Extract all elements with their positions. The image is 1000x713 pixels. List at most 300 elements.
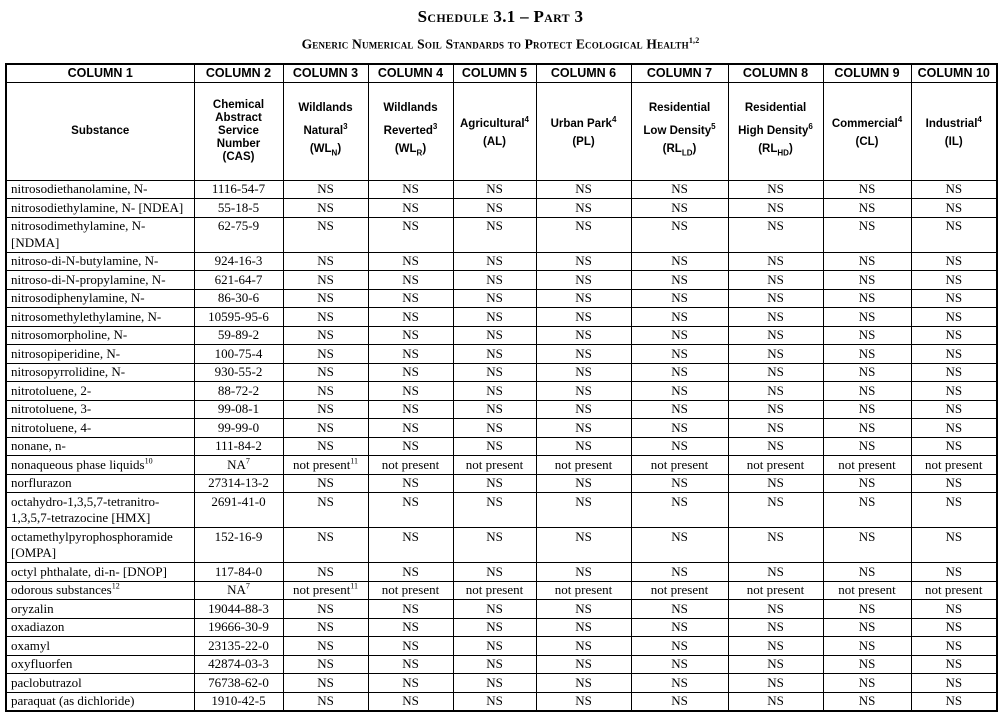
standard-value-cell: NS: [823, 474, 911, 493]
substance-cell: oryzalin: [6, 600, 194, 619]
standard-value-cell: NS: [911, 382, 997, 401]
standard-value-cell: NS: [728, 363, 823, 382]
standard-value-cell: NS: [823, 271, 911, 290]
field-header: Residential Low Density$^5$ $(RL_{LD})$: [631, 82, 728, 180]
standard-value-cell: NS: [631, 382, 728, 401]
standard-value-cell: NS: [536, 528, 631, 563]
standard-value-cell: NS: [283, 382, 368, 401]
soil-standards-table: [5, 63, 998, 713]
standard-value-cell: NS: [453, 600, 536, 619]
standard-value-cell: NS: [368, 674, 453, 693]
standard-value-cell: NS: [823, 363, 911, 382]
standard-value-cell: NS: [631, 308, 728, 327]
table-row: [6, 493, 997, 528]
standard-value-cell: not present: [631, 456, 728, 475]
standard-value-cell: NS: [536, 600, 631, 619]
cas-cell: 1910-42-5: [194, 692, 283, 711]
table-row: [6, 600, 997, 619]
standard-value-cell: NS: [536, 692, 631, 711]
standard-value-cell: NS: [631, 600, 728, 619]
standard-value-cell: NS: [368, 692, 453, 711]
substance-cell: nitrosodiphenylamine, N-: [6, 289, 194, 308]
standard-value-cell: NS: [631, 289, 728, 308]
standard-value-cell: NS: [368, 437, 453, 456]
standard-value-cell: NS: [368, 345, 453, 364]
table-body: [6, 180, 997, 711]
standard-value-cell: NS: [911, 493, 997, 528]
substance-cell: nitrosomethylethylamine, N-: [6, 308, 194, 327]
standard-value-cell: NS: [631, 252, 728, 271]
standard-value-cell: NS: [911, 217, 997, 252]
standard-value-cell: NS: [368, 252, 453, 271]
substance-cell: norflurazon: [6, 474, 194, 493]
table-row: [6, 199, 997, 218]
standard-value-cell: NS: [823, 528, 911, 563]
standard-value-cell: not present: [823, 581, 911, 600]
standard-value-cell: NS: [728, 382, 823, 401]
standard-value-cell: NS: [536, 400, 631, 419]
field-header: Substance: [6, 82, 194, 180]
substance-cell: nitrosodiethylamine, N- [NDEA]: [6, 199, 194, 218]
cas-cell: 924-16-3: [194, 252, 283, 271]
standard-value-cell: NS: [536, 493, 631, 528]
standard-value-cell: NS: [631, 437, 728, 456]
standard-value-cell: NS: [911, 474, 997, 493]
standard-value-cell: NS: [823, 180, 911, 199]
column-number-header: COLUMN 5: [453, 64, 536, 83]
substance-cell: nitrotoluene, 3-: [6, 400, 194, 419]
column-number-header: COLUMN 4: [368, 64, 453, 83]
table-row: [6, 400, 997, 419]
standard-value-cell: NS: [823, 289, 911, 308]
standard-value-cell: NS: [453, 400, 536, 419]
standard-value-cell: NS: [283, 493, 368, 528]
standard-value-cell: NS: [911, 437, 997, 456]
table-row: [6, 271, 997, 290]
standard-value-cell: NS: [631, 692, 728, 711]
standard-value-cell: NS: [453, 474, 536, 493]
standard-value-cell: NS: [283, 308, 368, 327]
substance-cell: nitrosomorpholine, N-: [6, 326, 194, 345]
cas-cell: 27314-13-2: [194, 474, 283, 493]
standard-value-cell: NS: [283, 180, 368, 199]
standard-value-cell: NS: [283, 419, 368, 438]
standard-value-cell: NS: [536, 618, 631, 637]
standard-value-cell: NS: [823, 308, 911, 327]
table-row: [6, 528, 997, 563]
column-number-header: COLUMN 7: [631, 64, 728, 83]
standard-value-cell: NS: [283, 563, 368, 582]
page-subtitle: [5, 36, 996, 53]
table-row: [6, 581, 997, 600]
table-row: [6, 655, 997, 674]
standard-value-cell: NS: [728, 419, 823, 438]
standard-value-cell: NS: [911, 528, 997, 563]
cas-cell: 86-30-6: [194, 289, 283, 308]
substance-cell: nitroso-di-N-propylamine, N-: [6, 271, 194, 290]
standard-value-cell: not present: [453, 581, 536, 600]
standard-value-cell: not present: [823, 456, 911, 475]
standard-value-cell: NS: [283, 637, 368, 656]
cas-cell: 111-84-2: [194, 437, 283, 456]
standard-value-cell: NS: [823, 674, 911, 693]
standard-value-cell: NS: [368, 400, 453, 419]
field-header: Wildlands Natural$^3$ $(WL_N)$: [283, 82, 368, 180]
standard-value-cell: NS: [631, 326, 728, 345]
standard-value-cell: NS: [536, 363, 631, 382]
standard-value-cell: NS: [823, 437, 911, 456]
standard-value-cell: NS: [823, 199, 911, 218]
standard-value-cell: NS: [728, 217, 823, 252]
standard-value-cell: NS: [453, 493, 536, 528]
standard-value-cell: NS: [631, 528, 728, 563]
substance-cell: nitrosodimethylamine, N- [NDMA]: [6, 217, 194, 252]
standard-value-cell: NS: [368, 217, 453, 252]
standard-value-cell: NS: [536, 655, 631, 674]
standard-value-cell: not present: [368, 456, 453, 475]
standard-value-cell: NS: [728, 199, 823, 218]
standard-value-cell: NS: [283, 618, 368, 637]
standard-value-cell: NS: [911, 252, 997, 271]
standard-value-cell: NS: [536, 563, 631, 582]
standard-value-cell: NS: [453, 382, 536, 401]
standard-value-cell: NS: [631, 271, 728, 290]
standard-value-cell: NS: [728, 618, 823, 637]
substance-cell: nitroso-di-N-butylamine, N-: [6, 252, 194, 271]
standard-value-cell: NS: [453, 419, 536, 438]
standard-value-cell: NS: [368, 419, 453, 438]
standard-value-cell: NS: [823, 326, 911, 345]
standard-value-cell: NS: [823, 400, 911, 419]
standard-value-cell: NS: [536, 199, 631, 218]
standard-value-cell: NS: [368, 618, 453, 637]
column-number-header: COLUMN 10: [911, 64, 997, 83]
standard-value-cell: NS: [631, 363, 728, 382]
standard-value-cell: NS: [728, 655, 823, 674]
cas-cell: 59-89-2: [194, 326, 283, 345]
table-row: [6, 326, 997, 345]
standard-value-cell: NS: [911, 199, 997, 218]
table-row: [6, 308, 997, 327]
standard-value-cell: NS: [453, 655, 536, 674]
standard-value-cell: not present$^{11}$: [283, 581, 368, 600]
field-header: Urban Park$^4$ (PL): [536, 82, 631, 180]
standard-value-cell: NS: [823, 493, 911, 528]
standard-value-cell: NS: [728, 345, 823, 364]
standard-value-cell: NS: [283, 474, 368, 493]
cas-cell: 2691-41-0: [194, 493, 283, 528]
standard-value-cell: NS: [536, 271, 631, 290]
standard-value-cell: NS: [728, 271, 823, 290]
standard-value-cell: NS: [728, 326, 823, 345]
standard-value-cell: NS: [368, 326, 453, 345]
standard-value-cell: NS: [631, 474, 728, 493]
standard-value-cell: NS: [368, 528, 453, 563]
standard-value-cell: NS: [453, 345, 536, 364]
standard-value-cell: not present: [631, 581, 728, 600]
standard-value-cell: NS: [368, 180, 453, 199]
substance-cell: nitrosopiperidine, N-: [6, 345, 194, 364]
standard-value-cell: NS: [728, 692, 823, 711]
cas-cell: 42874-03-3: [194, 655, 283, 674]
field-header: Residential High Density$^6$ $(RL_{HD})$: [728, 82, 823, 180]
standard-value-cell: NS: [536, 474, 631, 493]
column-number-header: COLUMN 8: [728, 64, 823, 83]
standard-value-cell: NS: [283, 363, 368, 382]
standard-value-cell: NS: [536, 180, 631, 199]
field-header: Agricultural$^4$ (AL): [453, 82, 536, 180]
standard-value-cell: NS: [631, 674, 728, 693]
standard-value-cell: NS: [911, 563, 997, 582]
standard-value-cell: NS: [283, 437, 368, 456]
cas-cell: 19044-88-3: [194, 600, 283, 619]
standard-value-cell: NS: [368, 363, 453, 382]
standard-value-cell: not present: [368, 581, 453, 600]
standard-value-cell: NS: [453, 692, 536, 711]
cas-cell: 62-75-9: [194, 217, 283, 252]
standard-value-cell: NS: [536, 326, 631, 345]
standard-value-cell: NS: [728, 308, 823, 327]
standard-value-cell: NS: [728, 528, 823, 563]
substance-cell: oxadiazon: [6, 618, 194, 637]
table-row: [6, 419, 997, 438]
standard-value-cell: NS: [631, 345, 728, 364]
field-header: Commercial$^4$ (CL): [823, 82, 911, 180]
standard-value-cell: NS: [631, 563, 728, 582]
cas-cell: $NA^7$: [194, 456, 283, 475]
standard-value-cell: NS: [823, 637, 911, 656]
cas-cell: 76738-62-0: [194, 674, 283, 693]
standard-value-cell: NS: [453, 363, 536, 382]
standard-value-cell: NS: [368, 493, 453, 528]
standard-value-cell: NS: [728, 180, 823, 199]
standard-value-cell: NS: [453, 637, 536, 656]
substance-cell: nitrotoluene, 4-: [6, 419, 194, 438]
standard-value-cell: NS: [911, 674, 997, 693]
table-row: [6, 363, 997, 382]
standard-value-cell: NS: [453, 563, 536, 582]
standard-value-cell: NS: [453, 674, 536, 693]
standard-value-cell: NS: [283, 528, 368, 563]
standard-value-cell: NS: [631, 199, 728, 218]
substance-cell: oxamyl: [6, 637, 194, 656]
standard-value-cell: NS: [911, 400, 997, 419]
standard-value-cell: NS: [631, 419, 728, 438]
standard-value-cell: NS: [368, 289, 453, 308]
standard-value-cell: NS: [911, 419, 997, 438]
column-number-header: COLUMN 3: [283, 64, 368, 83]
standard-value-cell: NS: [283, 345, 368, 364]
substance-cell: paraquat (as dichloride): [6, 692, 194, 711]
standard-value-cell: NS: [728, 289, 823, 308]
cas-cell: 621-64-7: [194, 271, 283, 290]
standard-value-cell: NS: [283, 271, 368, 290]
standard-value-cell: NS: [536, 382, 631, 401]
standard-value-cell: NS: [453, 271, 536, 290]
standard-value-cell: NS: [536, 419, 631, 438]
standard-value-cell: not present: [911, 456, 997, 475]
table-row: [6, 437, 997, 456]
column-number-row: [6, 64, 997, 83]
field-header: Wildlands Reverted$^3$ $(WL_R)$: [368, 82, 453, 180]
standard-value-cell: NS: [631, 493, 728, 528]
cas-cell: 10595-95-6: [194, 308, 283, 327]
standard-value-cell: NS: [911, 271, 997, 290]
substance-cell: octamethylpyrophosphoramide [OMPA]: [6, 528, 194, 563]
standard-value-cell: NS: [728, 674, 823, 693]
substance-cell: nitrosodiethanolamine, N-: [6, 180, 194, 199]
cas-cell: 99-99-0: [194, 419, 283, 438]
cas-cell: $NA^7$: [194, 581, 283, 600]
standard-value-cell: NS: [728, 252, 823, 271]
standard-value-cell: NS: [453, 217, 536, 252]
standard-value-cell: NS: [911, 618, 997, 637]
standard-value-cell: NS: [453, 528, 536, 563]
field-header: Chemical Abstract Service Number (CAS): [194, 82, 283, 180]
standard-value-cell: NS: [911, 289, 997, 308]
standard-value-cell: NS: [728, 600, 823, 619]
standard-value-cell: NS: [368, 474, 453, 493]
standard-value-cell: NS: [536, 345, 631, 364]
cas-cell: 55-18-5: [194, 199, 283, 218]
cas-cell: 88-72-2: [194, 382, 283, 401]
standard-value-cell: NS: [631, 217, 728, 252]
standard-value-cell: NS: [823, 563, 911, 582]
cas-cell: 100-75-4: [194, 345, 283, 364]
standard-value-cell: NS: [631, 180, 728, 199]
standard-value-cell: not present: [728, 581, 823, 600]
standard-value-cell: NS: [823, 419, 911, 438]
standard-value-cell: NS: [911, 600, 997, 619]
standard-value-cell: not present: [728, 456, 823, 475]
standard-value-cell: NS: [536, 289, 631, 308]
table-row: [6, 382, 997, 401]
standard-value-cell: NS: [283, 289, 368, 308]
standard-value-cell: NS: [368, 655, 453, 674]
standard-value-cell: NS: [283, 600, 368, 619]
page-title: Schedule 3.1 – Part 3: [417, 7, 584, 26]
standard-value-cell: NS: [911, 345, 997, 364]
standard-value-cell: NS: [823, 382, 911, 401]
standard-value-cell: NS: [631, 655, 728, 674]
standard-value-cell: NS: [283, 326, 368, 345]
standard-value-cell: NS: [283, 252, 368, 271]
standard-value-cell: NS: [911, 363, 997, 382]
field-header-row: [6, 82, 997, 180]
subtitle-footnote-marker: 1,2: [688, 36, 700, 45]
table-row: [6, 674, 997, 693]
substance-cell: paclobutrazol: [6, 674, 194, 693]
standard-value-cell: NS: [283, 692, 368, 711]
cas-cell: 930-55-2: [194, 363, 283, 382]
standard-value-cell: NS: [368, 308, 453, 327]
substance-cell: odorous substances$^{12}$: [6, 581, 194, 600]
standard-value-cell: NS: [911, 180, 997, 199]
standard-value-cell: NS: [283, 400, 368, 419]
standard-value-cell: NS: [728, 637, 823, 656]
standard-value-cell: NS: [728, 400, 823, 419]
standard-value-cell: not present: [536, 456, 631, 475]
cas-cell: 19666-30-9: [194, 618, 283, 637]
standard-value-cell: NS: [368, 199, 453, 218]
standard-value-cell: NS: [823, 618, 911, 637]
column-number-header: COLUMN 2: [194, 64, 283, 83]
standard-value-cell: NS: [283, 199, 368, 218]
standard-value-cell: NS: [453, 252, 536, 271]
standard-value-cell: NS: [368, 563, 453, 582]
table-row: [6, 289, 997, 308]
standard-value-cell: NS: [823, 655, 911, 674]
standard-value-cell: NS: [368, 637, 453, 656]
standard-value-cell: NS: [283, 655, 368, 674]
standard-value-cell: NS: [536, 308, 631, 327]
standard-value-cell: NS: [453, 308, 536, 327]
table-row: [6, 692, 997, 711]
standard-value-cell: NS: [283, 217, 368, 252]
standard-value-cell: NS: [536, 637, 631, 656]
standard-value-cell: NS: [453, 437, 536, 456]
substance-cell: nonaqueous phase liquids$^{10}$: [6, 456, 194, 475]
standard-value-cell: NS: [823, 692, 911, 711]
standard-value-cell: not present: [536, 581, 631, 600]
cas-cell: 152-16-9: [194, 528, 283, 563]
standard-value-cell: NS: [453, 289, 536, 308]
substance-cell: oxyfluorfen: [6, 655, 194, 674]
standard-value-cell: NS: [368, 600, 453, 619]
substance-cell: octyl phthalate, di-n- [DNOP]: [6, 563, 194, 582]
table-row: [6, 180, 997, 199]
standard-value-cell: NS: [823, 600, 911, 619]
standard-value-cell: NS: [631, 400, 728, 419]
standard-value-cell: NS: [453, 618, 536, 637]
table-row: [6, 217, 997, 252]
standard-value-cell: NS: [536, 252, 631, 271]
field-header: Industrial$^4$ (IL): [911, 82, 997, 180]
standard-value-cell: NS: [728, 563, 823, 582]
cas-cell: 23135-22-0: [194, 637, 283, 656]
standard-value-cell: NS: [823, 217, 911, 252]
standard-value-cell: not present: [453, 456, 536, 475]
substance-cell: nonane, n-: [6, 437, 194, 456]
cas-cell: 99-08-1: [194, 400, 283, 419]
substance-cell: nitrosopyrrolidine, N-: [6, 363, 194, 382]
column-number-header: COLUMN 6: [536, 64, 631, 83]
table-row: [6, 456, 997, 475]
table-row: [6, 345, 997, 364]
standard-value-cell: NS: [453, 326, 536, 345]
cas-cell: 117-84-0: [194, 563, 283, 582]
table-row: [6, 474, 997, 493]
standard-value-cell: NS: [728, 474, 823, 493]
column-number-header: COLUMN 1: [6, 64, 194, 83]
standard-value-cell: NS: [453, 199, 536, 218]
table-row: [6, 563, 997, 582]
standard-value-cell: NS: [283, 674, 368, 693]
standard-value-cell: NS: [536, 217, 631, 252]
standard-value-cell: NS: [536, 437, 631, 456]
standard-value-cell: NS: [631, 618, 728, 637]
standard-value-cell: NS: [911, 655, 997, 674]
table-row: [6, 618, 997, 637]
standard-value-cell: NS: [368, 382, 453, 401]
standard-value-cell: NS: [728, 437, 823, 456]
standard-value-cell: NS: [911, 308, 997, 327]
substance-cell: nitrotoluene, 2-: [6, 382, 194, 401]
standard-value-cell: NS: [368, 271, 453, 290]
standard-value-cell: NS: [911, 637, 997, 656]
standard-value-cell: NS: [823, 252, 911, 271]
standard-value-cell: not present$^{11}$: [283, 456, 368, 475]
